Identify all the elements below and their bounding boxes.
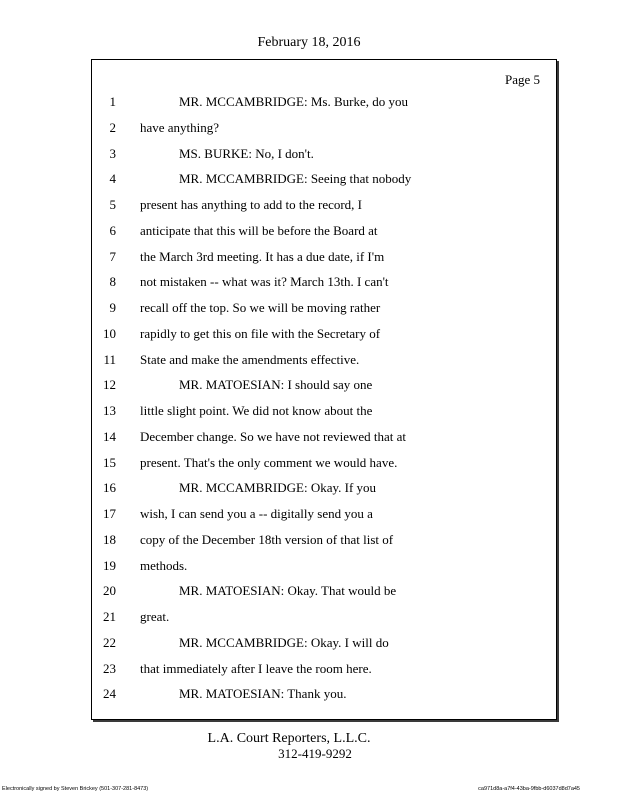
- transcript-line: [92, 325, 556, 343]
- transcript-line: [92, 248, 556, 266]
- transcript-line: [92, 479, 556, 497]
- line-text: MR. MCCAMBRIDGE: Seeing that nobody: [179, 171, 412, 187]
- line-number: 2: [109, 119, 116, 135]
- transcript-line: [92, 582, 556, 600]
- line-number: 4: [109, 171, 116, 187]
- line-text: rapidly to get this on file with the Secretary of: [140, 325, 381, 341]
- transcript-line: [92, 119, 556, 137]
- transcript-line: [92, 634, 556, 652]
- transcript-line: [92, 299, 556, 317]
- line-text: MS. BURKE: No, I don't.: [179, 145, 314, 161]
- transcript-line: [92, 273, 556, 291]
- transcript-line: [92, 170, 556, 188]
- transcript-page: [91, 59, 557, 720]
- signature-hash: ca971d8a-a7f4-43ba-9fbb-d6037d8d7a45: [478, 786, 580, 792]
- line-text: not mistaken -- what was it? March 13th. I can't: [140, 274, 389, 290]
- line-number: 15: [103, 454, 116, 470]
- line-number: 7: [109, 248, 116, 264]
- transcript-line: [92, 222, 556, 240]
- line-number: 24: [103, 686, 116, 702]
- line-text: present. That's the only comment we would have.: [140, 454, 398, 470]
- line-number: 23: [103, 660, 116, 676]
- line-number: 14: [103, 428, 116, 444]
- line-number: 6: [109, 222, 116, 238]
- line-number: 11: [103, 351, 116, 367]
- footer-company: L.A. Court Reporters, L.L.C.: [207, 731, 371, 746]
- transcript-line: [92, 145, 556, 163]
- line-number: 12: [103, 377, 116, 393]
- line-text: great.: [140, 609, 170, 624]
- line-text: recall off the top. So we will be moving rather: [140, 300, 381, 315]
- line-text: MR. MCCAMBRIDGE: Okay. I will do: [179, 634, 389, 650]
- footer-phone: 312-419-9292: [278, 746, 352, 761]
- line-text: MR. MATOESIAN: I should say one: [179, 377, 373, 393]
- line-number: 19: [103, 557, 116, 573]
- line-text: have anything?: [140, 119, 220, 135]
- line-number: 16: [103, 480, 116, 496]
- document-date: February 18, 2016: [257, 35, 361, 50]
- line-text: that immediately after I leave the room here.: [140, 660, 372, 676]
- line-number: 8: [109, 274, 116, 290]
- transcript-line: [92, 454, 556, 472]
- transcript-line: [92, 428, 556, 446]
- transcript-line: [92, 531, 556, 549]
- line-number: 3: [109, 145, 116, 161]
- electronic-signature: Electronically signed by Steven Brickey (501-307-281-8473): [2, 786, 149, 792]
- line-number: 10: [103, 325, 116, 341]
- line-text: copy of the December 18th version of that list of: [140, 531, 394, 547]
- transcript-line: [92, 557, 556, 575]
- line-number: 17: [103, 506, 116, 521]
- page-number: Page 5: [504, 72, 540, 87]
- transcript-line: [92, 402, 556, 420]
- line-number: 5: [109, 197, 116, 212]
- line-number: 20: [103, 583, 116, 599]
- transcript-line: [92, 608, 556, 626]
- line-text: December change. So we have not reviewed that at: [140, 428, 407, 444]
- line-text: the March 3rd meeting. It has a due date, if I'm: [140, 248, 385, 264]
- line-text: present has anything to add to the record, I: [140, 197, 363, 212]
- transcript-line: [92, 505, 556, 523]
- transcript-line: [92, 351, 556, 369]
- line-text: MR. MCCAMBRIDGE: Ms. Burke, do you: [179, 94, 408, 109]
- line-number: 1: [109, 94, 116, 109]
- transcript-line: [92, 685, 556, 703]
- line-text: little slight point. We did not know about the: [140, 403, 373, 418]
- line-number: 22: [103, 634, 116, 650]
- line-number: 9: [109, 300, 116, 315]
- line-number: 21: [103, 609, 116, 624]
- transcript-line: [92, 660, 556, 678]
- transcript-line: [92, 376, 556, 394]
- transcript-line: [92, 93, 556, 111]
- line-text: MR. MATOESIAN: Okay. That would be: [179, 583, 397, 599]
- line-number: 18: [103, 531, 116, 547]
- line-text: anticipate that this will be before the Board at: [140, 222, 378, 238]
- line-text: wish, I can send you a -- digitally send you a: [140, 506, 373, 521]
- line-text: MR. MATOESIAN: Thank you.: [179, 686, 347, 702]
- line-text: MR. MCCAMBRIDGE: Okay. If you: [179, 480, 377, 496]
- transcript-line: [92, 196, 556, 214]
- line-number: 13: [103, 403, 116, 418]
- line-text: methods.: [140, 557, 188, 573]
- line-text: State and make the amendments effective.: [140, 351, 360, 367]
